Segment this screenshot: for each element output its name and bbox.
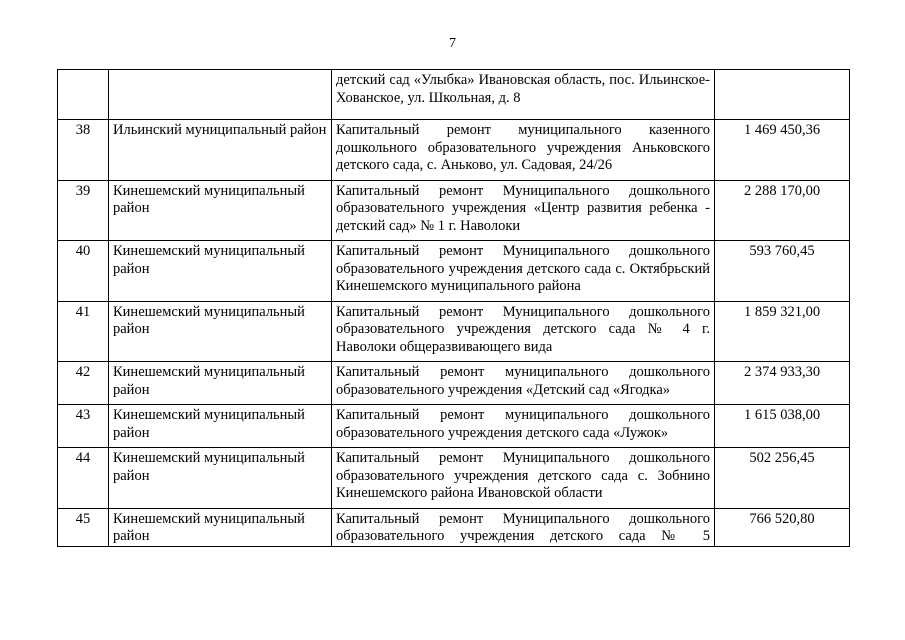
- row-district: [109, 70, 332, 120]
- page-number: 7: [449, 36, 456, 51]
- row-district: Кинешемский муниципальный район: [109, 508, 332, 546]
- row-amount: 502 256,45: [715, 448, 850, 509]
- table-row: [58, 241, 850, 302]
- row-description: Капитальный ремонт муниципального дошкольного образовательного учреждения детского сада «Лужок»: [332, 405, 715, 448]
- table-row: [58, 180, 850, 241]
- row-district: Кинешемский муниципальный район: [109, 180, 332, 241]
- row-number: [58, 70, 109, 120]
- row-number: 39: [58, 180, 109, 241]
- row-amount: [715, 70, 850, 120]
- row-district: Кинешемский муниципальный район: [109, 241, 332, 302]
- row-number: 38: [58, 120, 109, 181]
- row-description: Капитальный ремонт муниципального дошкольного образовательного учреждения «Детский сад «Ягодка»: [332, 362, 715, 405]
- row-description: Капитальный ремонт Муниципального дошкольного образовательного учреждения детского сада № 5: [332, 508, 715, 546]
- row-description: Капитальный ремонт Муниципального дошкольного образовательного учреждения детского сада № 4 г. Наволоки общеразвивающего вида: [332, 301, 715, 362]
- row-district: Кинешемский муниципальный район: [109, 362, 332, 405]
- row-description: детский сад «Улыбка» Ивановская область, пос. Ильинское-Хованское, ул. Школьная, д. 8: [332, 70, 715, 120]
- row-district: Кинешемский муниципальный район: [109, 405, 332, 448]
- row-number: 41: [58, 301, 109, 362]
- table-row: [58, 301, 850, 362]
- row-number: 40: [58, 241, 109, 302]
- row-amount: 1 859 321,00: [715, 301, 850, 362]
- row-number: 43: [58, 405, 109, 448]
- row-district: Кинешемский муниципальный район: [109, 301, 332, 362]
- row-district: Кинешемский муниципальный район: [109, 448, 332, 509]
- row-amount: 2 374 933,30: [715, 362, 850, 405]
- row-number: 42: [58, 362, 109, 405]
- row-amount: 1 469 450,36: [715, 120, 850, 181]
- table-row: [58, 70, 850, 120]
- table-row: [58, 405, 850, 448]
- table-row: [58, 120, 850, 181]
- row-description: Капитальный ремонт Муниципального дошкольного образовательного учреждения детского сада с. Зобнино Кинешемского района Ивановской области: [332, 448, 715, 509]
- row-number: 44: [58, 448, 109, 509]
- row-amount: 1 615 038,00: [715, 405, 850, 448]
- table-row: [58, 448, 850, 509]
- row-amount: 2 288 170,00: [715, 180, 850, 241]
- row-number: 45: [58, 508, 109, 546]
- row-amount: 593 760,45: [715, 241, 850, 302]
- row-amount: 766 520,80: [715, 508, 850, 546]
- table-row: [58, 362, 850, 405]
- row-description: Капитальный ремонт Муниципального дошкольного образовательного учреждения «Центр развития ребенка - детский сад» № 1 г. Наволоки: [332, 180, 715, 241]
- row-description: Капитальный ремонт Муниципального дошкольного образовательного учреждения детского сада с. Октябрьский Кинешемского муниципального района: [332, 241, 715, 302]
- row-description: Капитальный ремонт муниципального казенного дошкольного образовательного учреждения Аньковского детского сада, с. Аньково, ул. Садовая, 24/26: [332, 120, 715, 181]
- table-row: [58, 508, 850, 546]
- row-district: Ильинский муниципальный район: [109, 120, 332, 181]
- funding-table: [57, 69, 850, 547]
